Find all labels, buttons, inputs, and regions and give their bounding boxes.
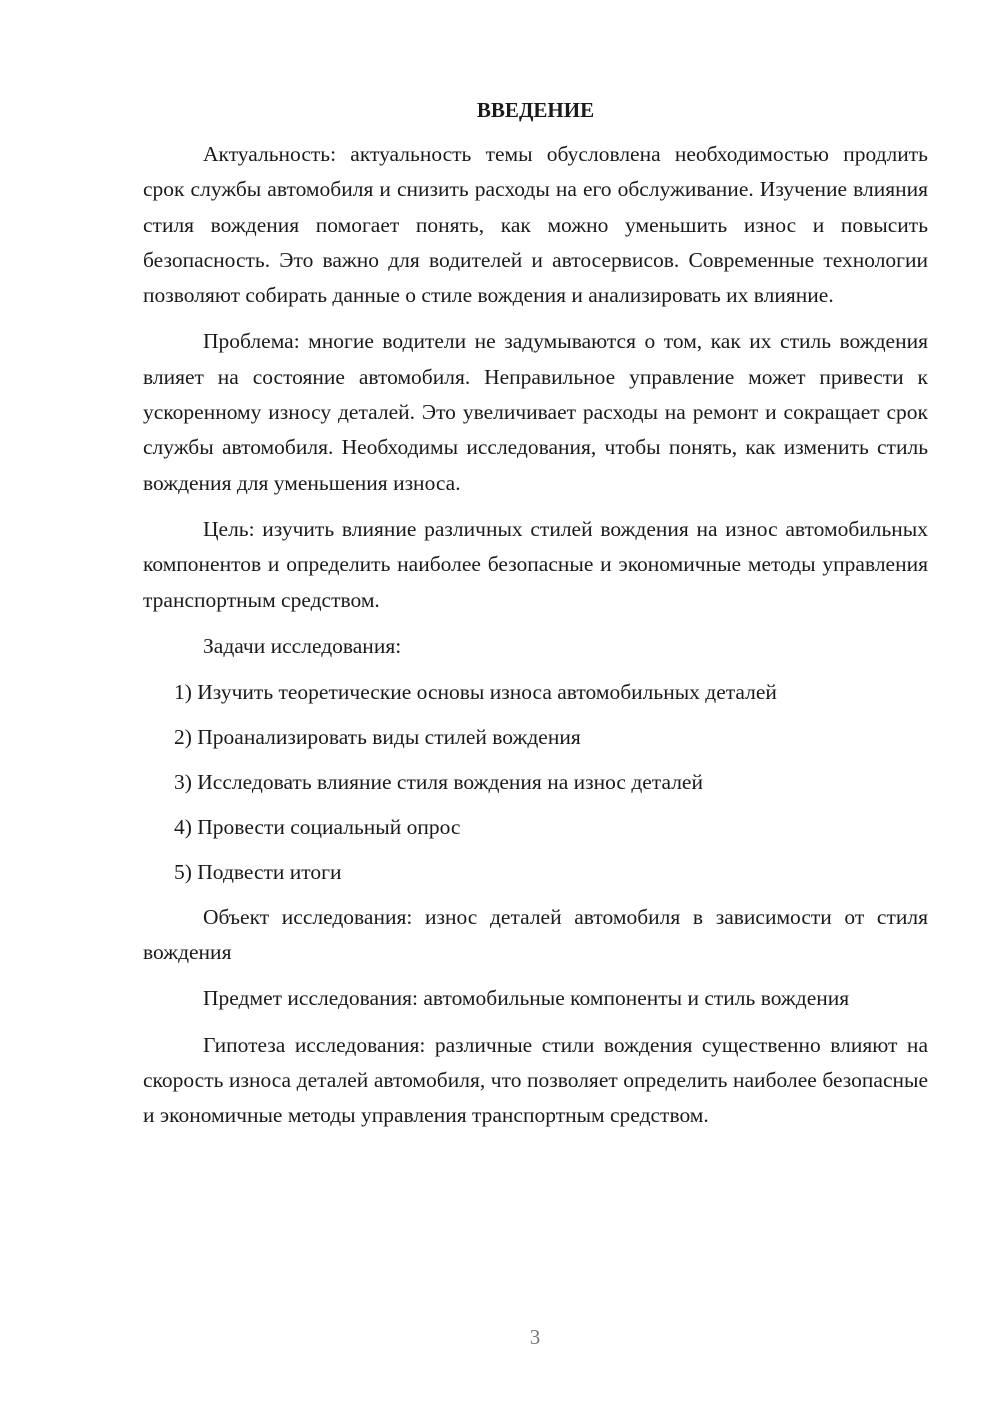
list-item: 4) Провести социальный опрос bbox=[174, 814, 461, 839]
list-item: 3) Исследовать влияние стиля вождения на износ деталей bbox=[174, 769, 703, 794]
document-page bbox=[143, 95, 928, 1145]
paragraph-hypothesis: Гипотеза исследования: различные стили вождения существенно влияют на скорость износа деталей автомобиля, что позволяет определить наиболее безопасные и экономичные методы управления транспортным средством. bbox=[143, 1032, 928, 1128]
paragraph-problem: Проблема: многие водители не задумываются о том, как их стиль вождения влияет на состояние автомобиля. Неправильное управление может привести к ускоренному износу деталей. Это увеличивает расходы на ремонт и сокращает срок службы автомобиля. Необходимы исследования, чтобы понять, как изменить стиль вождения для уменьшения износа. bbox=[143, 329, 928, 495]
list-item: 2) Проанализировать виды стилей вождения bbox=[174, 724, 581, 749]
tasks-heading: Задачи исследования: bbox=[203, 633, 402, 658]
page-title: ВВЕДЕНИЕ bbox=[476, 98, 595, 122]
paragraph-object: Объект исследования: износ деталей автомобиля в зависимости от стиля вождения bbox=[143, 904, 928, 965]
list-item: 5) Подвести итоги bbox=[174, 859, 342, 884]
paragraph-goal: Цель: изучить влияние различных стилей вождения на износ автомобильных компонентов и определить наиболее безопасные и экономичные методы управления транспортным средством. bbox=[143, 516, 928, 612]
paragraph-subject: Предмет исследования: автомобильные компоненты и стиль вождения bbox=[203, 986, 850, 1011]
page-number: 3 bbox=[529, 1325, 541, 1349]
tasks-list bbox=[143, 675, 928, 890]
paragraph-relevance: Актуальность: актуальность темы обусловлена необходимостью продлить срок службы автомобиля и снизить расходы на его обслуживание. Изучение влияния стиля вождения помогает понять, как можно уменьшить износ и повысить безопасность. Это важно для водителей и автосервисов. Современные технологии позволяют собирать данные о стиле вождения и анализировать их влияние. bbox=[143, 142, 928, 308]
list-item: 1) Изучить теоретические основы износа автомобильных деталей bbox=[174, 679, 777, 704]
